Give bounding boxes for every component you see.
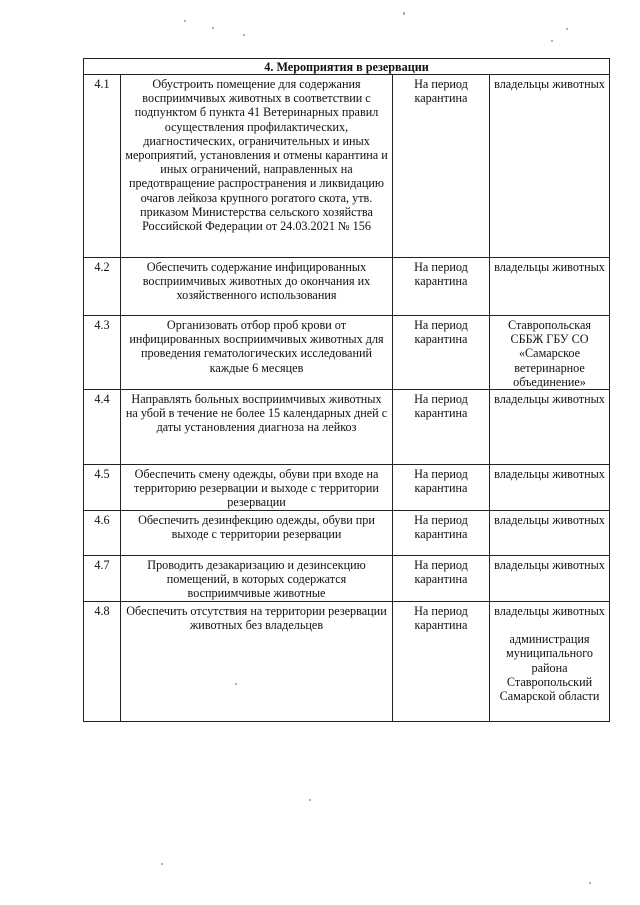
table-row bbox=[84, 258, 610, 316]
row-number: 4.1 bbox=[84, 75, 121, 258]
row-responsible: владельцы животных bbox=[490, 511, 610, 556]
row-action: Направлять больных восприимчивых животных на убой в течение не более 15 календарных дней с даты установления диагноза на лейкоз bbox=[121, 390, 393, 465]
scan-speck bbox=[589, 882, 591, 884]
row-action: Обеспечить отсутствия на территории резервации животных без владельцев bbox=[121, 602, 393, 722]
row-period: На период карантина bbox=[393, 465, 490, 511]
section-header-row bbox=[84, 59, 610, 75]
row-action: Организовать отбор проб крови от инфицированных восприимчивых животных для проведения гематологических исследований каждые 6 месяцев bbox=[121, 316, 393, 390]
row-period: На период карантина bbox=[393, 390, 490, 465]
row-responsible: владельцы животных bbox=[490, 390, 610, 465]
row-period: На период карантина bbox=[393, 556, 490, 602]
scan-speck bbox=[243, 34, 245, 36]
row-responsible: владельцы животных bbox=[490, 75, 610, 258]
section-title: 4. Мероприятия в резервации bbox=[84, 59, 610, 75]
scan-speck bbox=[403, 12, 405, 15]
row-number: 4.7 bbox=[84, 556, 121, 602]
row-responsible: владельцы животных bbox=[490, 258, 610, 316]
row-action: Обеспечить дезинфекцию одежды, обуви при выходе с территории резервации bbox=[121, 511, 393, 556]
row-number: 4.2 bbox=[84, 258, 121, 316]
scan-speck bbox=[566, 28, 568, 30]
table-row bbox=[84, 511, 610, 556]
scan-speck bbox=[161, 863, 163, 865]
row-number: 4.5 bbox=[84, 465, 121, 511]
row-action: Обустроить помещение для содержания восприимчивых животных в соответствии с подпунктом б пункта 41 Ветеринарных правил осуществления профилактических, диагностических, ограничительных и иных мероприятий, установления и отмены карантина и иных ограничений, направленных на предотвращение распространения и ликвидацию очагов лейкоза крупного рогатого скота, утв. приказом Министерства сельского хозяйства Российской Федерации от 24.03.2021 № 156 bbox=[121, 75, 393, 258]
row-responsible-cell bbox=[490, 602, 610, 722]
cell-spacer bbox=[493, 618, 606, 632]
table-row bbox=[84, 390, 610, 465]
row-period: На период карантина bbox=[393, 316, 490, 390]
row-responsible: Ставропольская СББЖ ГБУ СО «Самарское ветеринарное объединение» bbox=[490, 316, 610, 390]
row-number: 4.4 bbox=[84, 390, 121, 465]
table-row bbox=[84, 556, 610, 602]
row-responsible: владельцы животных bbox=[490, 556, 610, 602]
row-action: Обеспечить смену одежды, обуви при входе на территорию резервации и выходе с территории резервации bbox=[121, 465, 393, 511]
scan-speck bbox=[551, 40, 553, 42]
table-row bbox=[84, 602, 610, 722]
row-period: На период карантина bbox=[393, 511, 490, 556]
row-period: На период карантина bbox=[393, 75, 490, 258]
row-number: 4.8 bbox=[84, 602, 121, 722]
scan-speck bbox=[212, 27, 214, 29]
row-responsible: владельцы животных bbox=[494, 604, 605, 619]
row-period: На период карантина bbox=[393, 258, 490, 316]
row-responsible-secondary: администрация муниципального района Ставропольский Самарской области bbox=[499, 632, 600, 704]
scan-speck bbox=[184, 20, 186, 22]
row-action: Проводить дезакаризацию и дезинсекцию помещений, в которых содержатся восприимчивые животные bbox=[121, 556, 393, 602]
row-period: На период карантина bbox=[393, 602, 490, 722]
table-row bbox=[84, 465, 610, 511]
table-row bbox=[84, 316, 610, 390]
row-responsible: владельцы животных bbox=[490, 465, 610, 511]
row-number: 4.6 bbox=[84, 511, 121, 556]
table-row bbox=[84, 75, 610, 258]
scan-speck bbox=[309, 799, 311, 801]
row-action: Обеспечить содержание инфицированных восприимчивых животных до окончания их хозяйственного использования bbox=[121, 258, 393, 316]
row-number: 4.3 bbox=[84, 316, 121, 390]
measures-table bbox=[83, 58, 610, 722]
